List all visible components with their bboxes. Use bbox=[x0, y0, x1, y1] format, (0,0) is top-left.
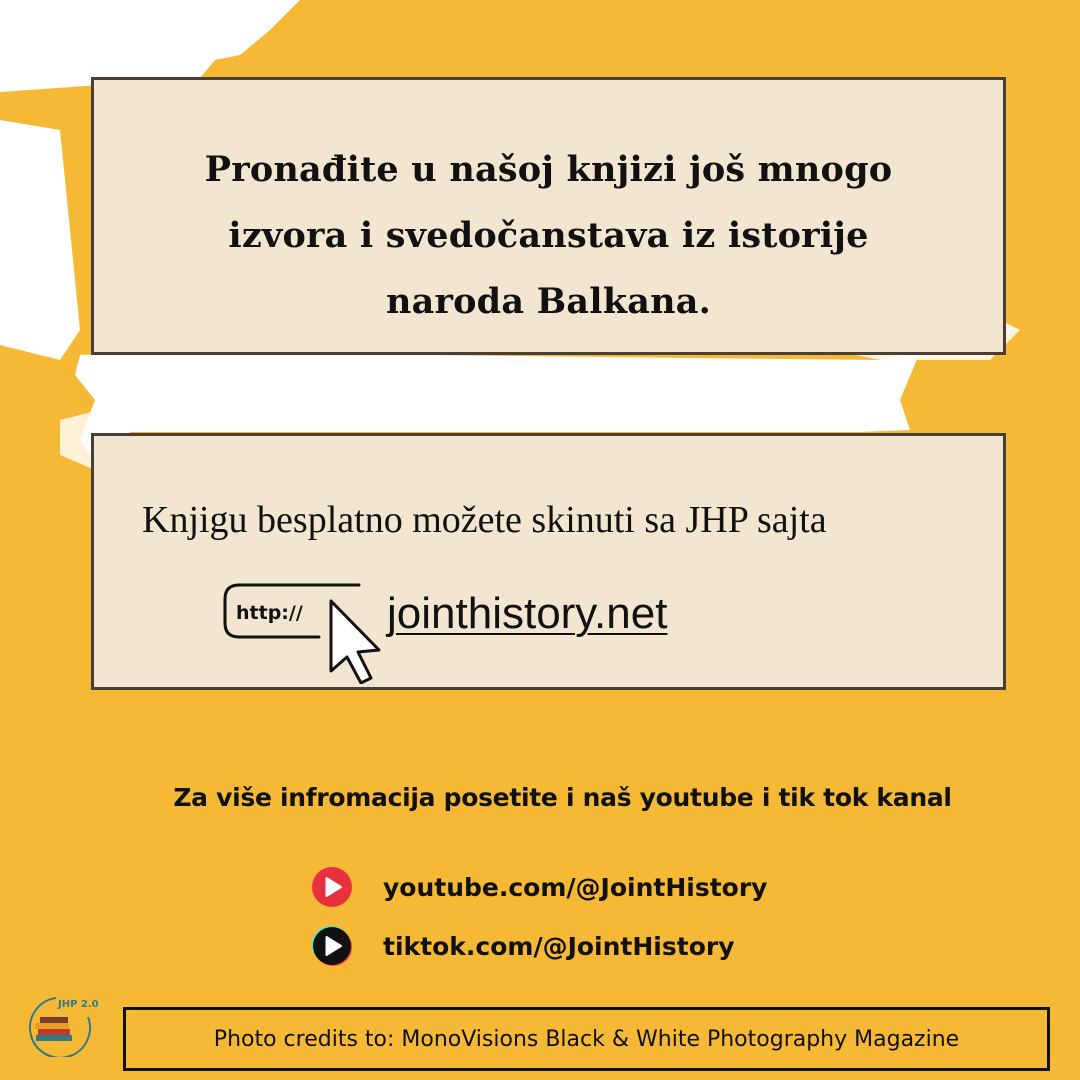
youtube-url[interactable]: youtube.com/@JointHistory bbox=[383, 872, 768, 902]
headline-line-2: izvora i svedočanstava iz istorije bbox=[228, 215, 869, 256]
tiktok-link-row[interactable] bbox=[311, 925, 735, 967]
tiktok-url[interactable]: tiktok.com/@JointHistory bbox=[383, 931, 735, 961]
jhp-logo bbox=[22, 995, 104, 1057]
headline-line-1: Pronađite u našoj knjizi još mnogo bbox=[204, 149, 893, 190]
youtube-icon bbox=[311, 866, 353, 908]
headline bbox=[94, 137, 1003, 335]
download-text: Knjigu besplatno možete skinuti sa JHP sajta bbox=[142, 499, 827, 541]
url-prefix: http:// bbox=[236, 602, 303, 624]
headline-card bbox=[91, 77, 1006, 355]
tiktok-icon bbox=[311, 925, 353, 967]
website-link[interactable]: jointhistory.net bbox=[387, 589, 668, 638]
url-row[interactable] bbox=[219, 579, 819, 684]
info-text: Za više infromacija posetite i naš youtube i tik tok kanal bbox=[173, 783, 952, 812]
headline-line-3: naroda Balkana. bbox=[385, 281, 712, 322]
youtube-link-row[interactable] bbox=[311, 866, 767, 908]
photo-credits: Photo credits to: MonoVisions Black & White Photography Magazine bbox=[123, 1007, 1050, 1071]
browser-cursor-icon bbox=[219, 579, 389, 684]
logo-text: JHP 2.0 bbox=[58, 999, 99, 1010]
download-card bbox=[91, 433, 1006, 690]
